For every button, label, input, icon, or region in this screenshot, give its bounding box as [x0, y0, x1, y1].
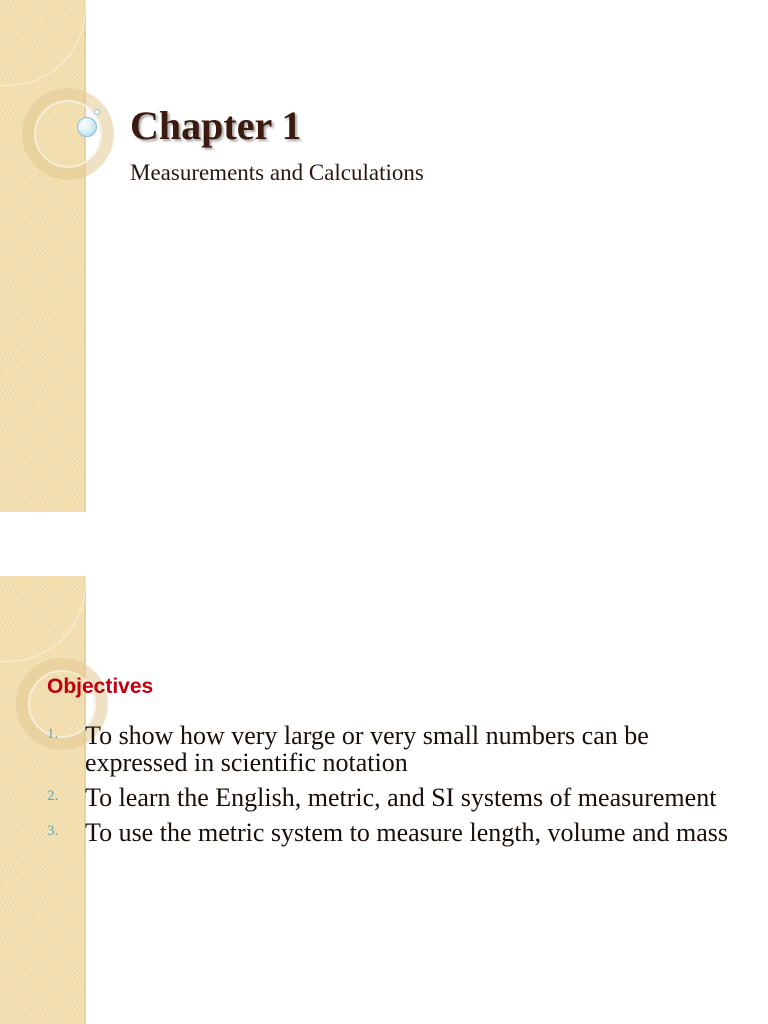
objectives-list	[47, 722, 747, 854]
objective-text: To show how very large or very small numbers can be expressed in scientific notation	[85, 721, 649, 777]
strip-edge	[84, 0, 86, 512]
decorative-dot-icon	[94, 109, 100, 115]
objective-item-2	[47, 784, 747, 811]
objective-text: To use the metric system to measure length, volume and mass	[85, 818, 728, 847]
objectives-heading: Objectives	[47, 675, 154, 698]
objective-item-1	[47, 722, 747, 776]
objectives-slide	[0, 576, 768, 1024]
objective-item-3	[47, 819, 747, 846]
objective-text: To learn the English, metric, and SI systems of measurement	[85, 783, 717, 812]
objective-number: 1.	[47, 726, 59, 742]
objective-number: 3.	[47, 823, 59, 839]
slide-title: Chapter 1	[130, 103, 302, 148]
slide-subtitle: Measurements and Calculations	[130, 160, 424, 185]
decorative-bubble-icon	[77, 117, 97, 137]
objective-number: 2.	[47, 788, 59, 804]
